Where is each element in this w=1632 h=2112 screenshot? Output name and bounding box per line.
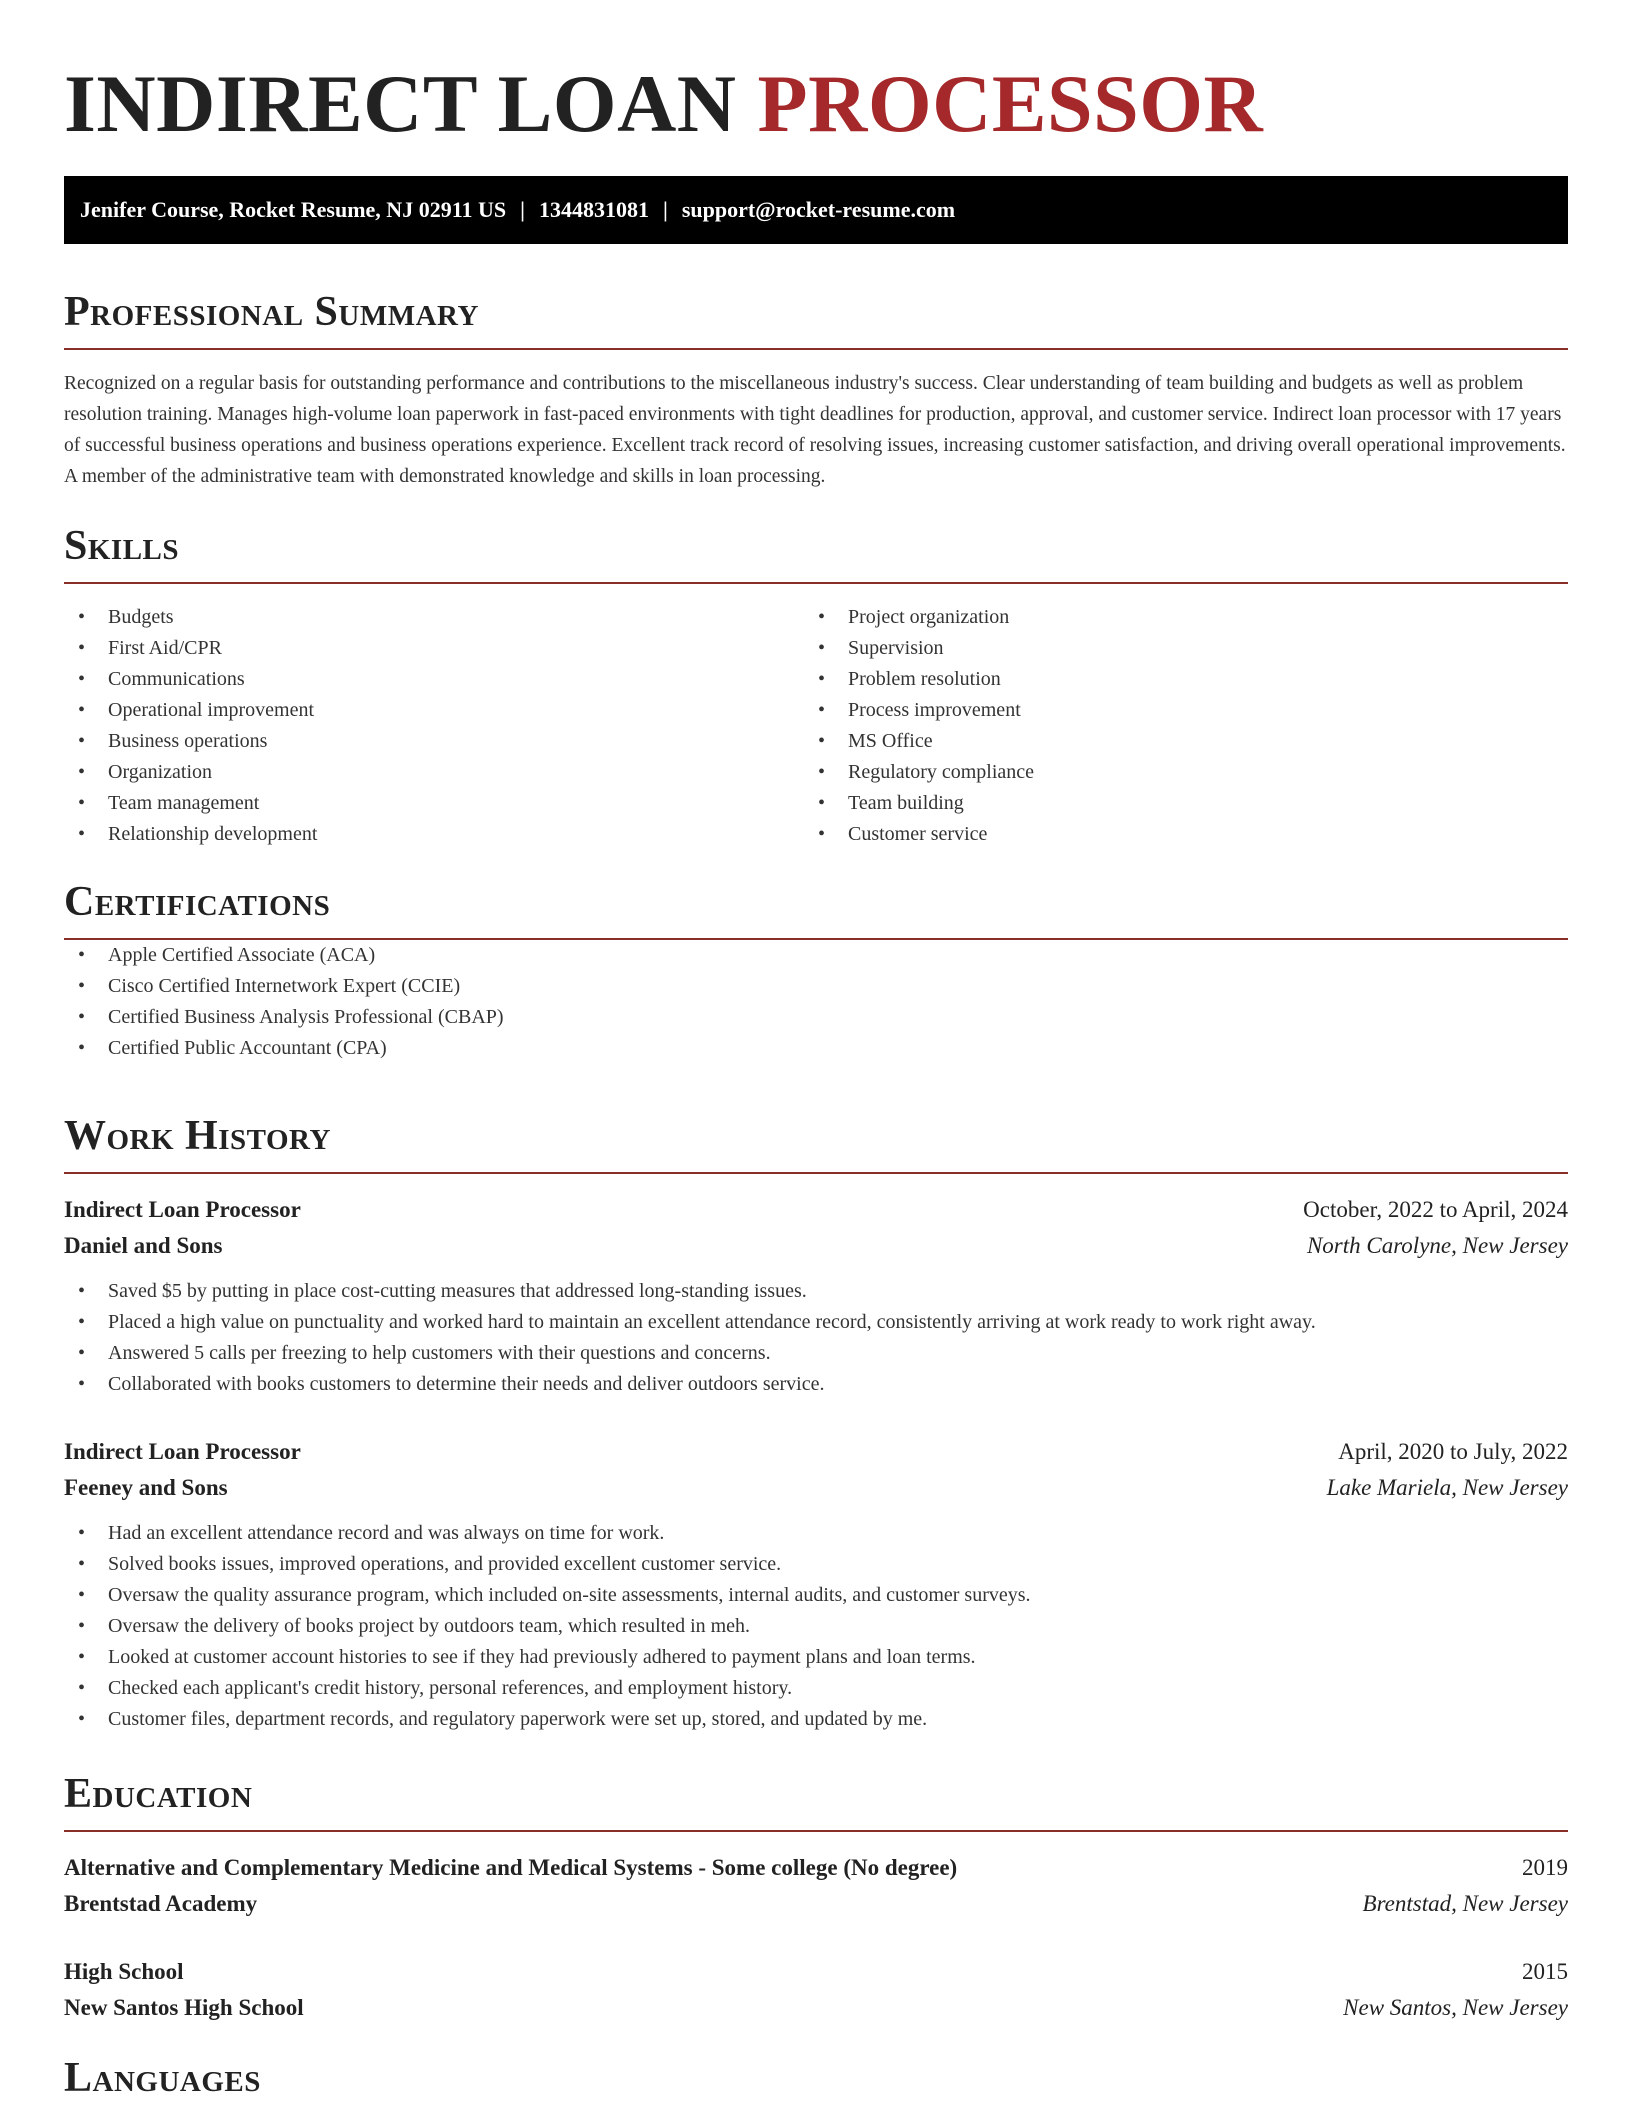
list-item: • Communications [64, 664, 804, 695]
list-item: • Process improvement [804, 695, 1544, 726]
education-year: 2019 [1522, 1855, 1568, 1880]
job-title: Indirect Loan Processor [64, 1197, 301, 1222]
list-item: • Business operations [64, 726, 804, 757]
list-item: • Saved $5 by putting in place cost-cutting measures that addressed long-standing issues. [64, 1276, 1568, 1307]
list-item: • MS Office [804, 726, 1544, 757]
list-item: • Regulatory compliance [804, 757, 1544, 788]
section-divider [64, 348, 1568, 350]
education-school: Brentstad Academy [64, 1891, 258, 1916]
education-school: New Santos High School [64, 1995, 304, 2020]
skills-columns [64, 602, 1568, 850]
job-entry [64, 1192, 1568, 1400]
list-item: • Answered 5 calls per freezing to help customers with their questions and concerns. [64, 1338, 1568, 1369]
education-school-row [64, 1886, 1568, 1922]
title-part-1: INDIRECT LOAN [64, 58, 737, 149]
education-entry [64, 1850, 1568, 1922]
skills-list-right [804, 602, 1544, 850]
job-header-row [64, 1192, 1568, 1228]
list-item: • Apple Certified Associate (ACA) [64, 940, 1568, 971]
summary-section [64, 286, 1568, 492]
list-item: • Certified Business Analysis Professional (CBAP) [64, 1002, 1568, 1033]
skills-column-left [64, 602, 804, 850]
list-item: • Team management [64, 788, 804, 819]
job-title: Indirect Loan Processor [64, 1439, 301, 1464]
education-degree: Alternative and Complementary Medicine and Medical Systems - Some college (No degree) [64, 1855, 958, 1880]
title-part-2: PROCESSOR [757, 58, 1264, 149]
contact-email: support@rocket-resume.com [681, 197, 956, 222]
education-degree-row [64, 1850, 1568, 1886]
education-year: 2015 [1522, 1959, 1568, 1984]
list-item: • Looked at customer account histories to see if they had previously adhered to payment plans and loan terms. [64, 1642, 1568, 1673]
education-heading: Education [64, 1771, 253, 1817]
job-dates: October, 2022 to April, 2024 [1303, 1197, 1568, 1222]
education-section [64, 1768, 1568, 1832]
list-item: • Placed a high value on punctuality and worked hard to maintain an excellent attendance record, consistently arriving at work ready to work right away. [64, 1307, 1568, 1338]
work-history-section [64, 1110, 1568, 1174]
job-company: Daniel and Sons [64, 1233, 223, 1258]
education-location: New Santos, New Jersey [1343, 1995, 1568, 2020]
education-school-row [64, 1990, 1568, 2026]
list-item: • Certified Public Accountant (CPA) [64, 1033, 1568, 1064]
education-degree: High School [64, 1959, 184, 1984]
contact-separator: | [662, 197, 668, 222]
job-entry [64, 1434, 1568, 1735]
languages-heading: Languages [64, 2055, 261, 2101]
contact-address: Jenifer Course, Rocket Resume, NJ 02911 US [80, 197, 507, 222]
list-item: • Oversaw the delivery of books project by outdoors team, which resulted in meh. [64, 1611, 1568, 1642]
job-company: Feeney and Sons [64, 1475, 228, 1500]
education-degree-row [64, 1954, 1568, 1990]
skills-section [64, 520, 1568, 850]
education-entry [64, 1954, 1568, 2026]
job-header-row [64, 1434, 1568, 1470]
languages-section [64, 2052, 1568, 2104]
job-dates: April, 2020 to July, 2022 [1338, 1439, 1568, 1464]
certifications-list [64, 940, 1568, 1064]
skills-column-right [804, 602, 1544, 850]
list-item: • Cisco Certified Internetwork Expert (CCIE) [64, 971, 1568, 1002]
list-item: • Customer service [804, 819, 1544, 850]
list-item: • Collaborated with books customers to determine their needs and deliver outdoors service. [64, 1369, 1568, 1400]
list-item: • Organization [64, 757, 804, 788]
education-location: Brentstad, New Jersey [1362, 1891, 1568, 1916]
job-bullets [64, 1518, 1568, 1735]
list-item: • Supervision [804, 633, 1544, 664]
list-item: • Relationship development [64, 819, 804, 850]
certifications-section [64, 876, 1568, 1064]
list-item: • Customer files, department records, and regulatory paperwork were set up, stored, and updated by me. [64, 1704, 1568, 1735]
list-item: • Checked each applicant's credit history, personal references, and employment history. [64, 1673, 1568, 1704]
job-location: Lake Mariela, New Jersey [1326, 1475, 1568, 1500]
summary-heading: Professional Summary [64, 289, 479, 335]
summary-text: Recognized on a regular basis for outstanding performance and contributions to the miscellaneous industry's success. Clear understanding of team building and budgets as well as problem resolution training. Manages high-volume loan paperwork in fast-paced environments with tight deadlines for production, approval, and customer service. Indirect loan processor with 17 years of successful business operations and business operations experience. Excellent track record of resolving issues, increasing customer satisfaction, and driving overall operational improvements. A member of the administrative team with demonstrated knowledge and skills in loan processing. [64, 373, 1566, 487]
list-item: • Oversaw the quality assurance program, which included on-site assessments, internal audits, and customer surveys. [64, 1580, 1568, 1611]
skills-heading: Skills [64, 523, 180, 569]
skills-list-left [64, 602, 804, 850]
list-item: • Solved books issues, improved operations, and provided excellent customer service. [64, 1549, 1568, 1580]
list-item: • Budgets [64, 602, 804, 633]
list-item: • Operational improvement [64, 695, 804, 726]
resume-title [64, 58, 1263, 150]
section-divider [64, 582, 1568, 584]
certifications-heading: Certifications [64, 879, 331, 925]
section-divider [64, 1830, 1568, 1832]
list-item: • Had an excellent attendance record and was always on time for work. [64, 1518, 1568, 1549]
contact-bar [64, 176, 1568, 244]
job-company-row [64, 1470, 1568, 1506]
list-item: • First Aid/CPR [64, 633, 804, 664]
job-bullets [64, 1276, 1568, 1400]
contact-phone: 1344831081 [538, 197, 649, 222]
list-item: • Team building [804, 788, 1544, 819]
list-item: • Problem resolution [804, 664, 1544, 695]
section-divider [64, 1172, 1568, 1174]
job-location: North Carolyne, New Jersey [1306, 1233, 1568, 1258]
job-company-row [64, 1228, 1568, 1264]
contact-separator: | [520, 197, 525, 222]
list-item: • Project organization [804, 602, 1544, 633]
work-history-heading: Work History [64, 1113, 331, 1159]
